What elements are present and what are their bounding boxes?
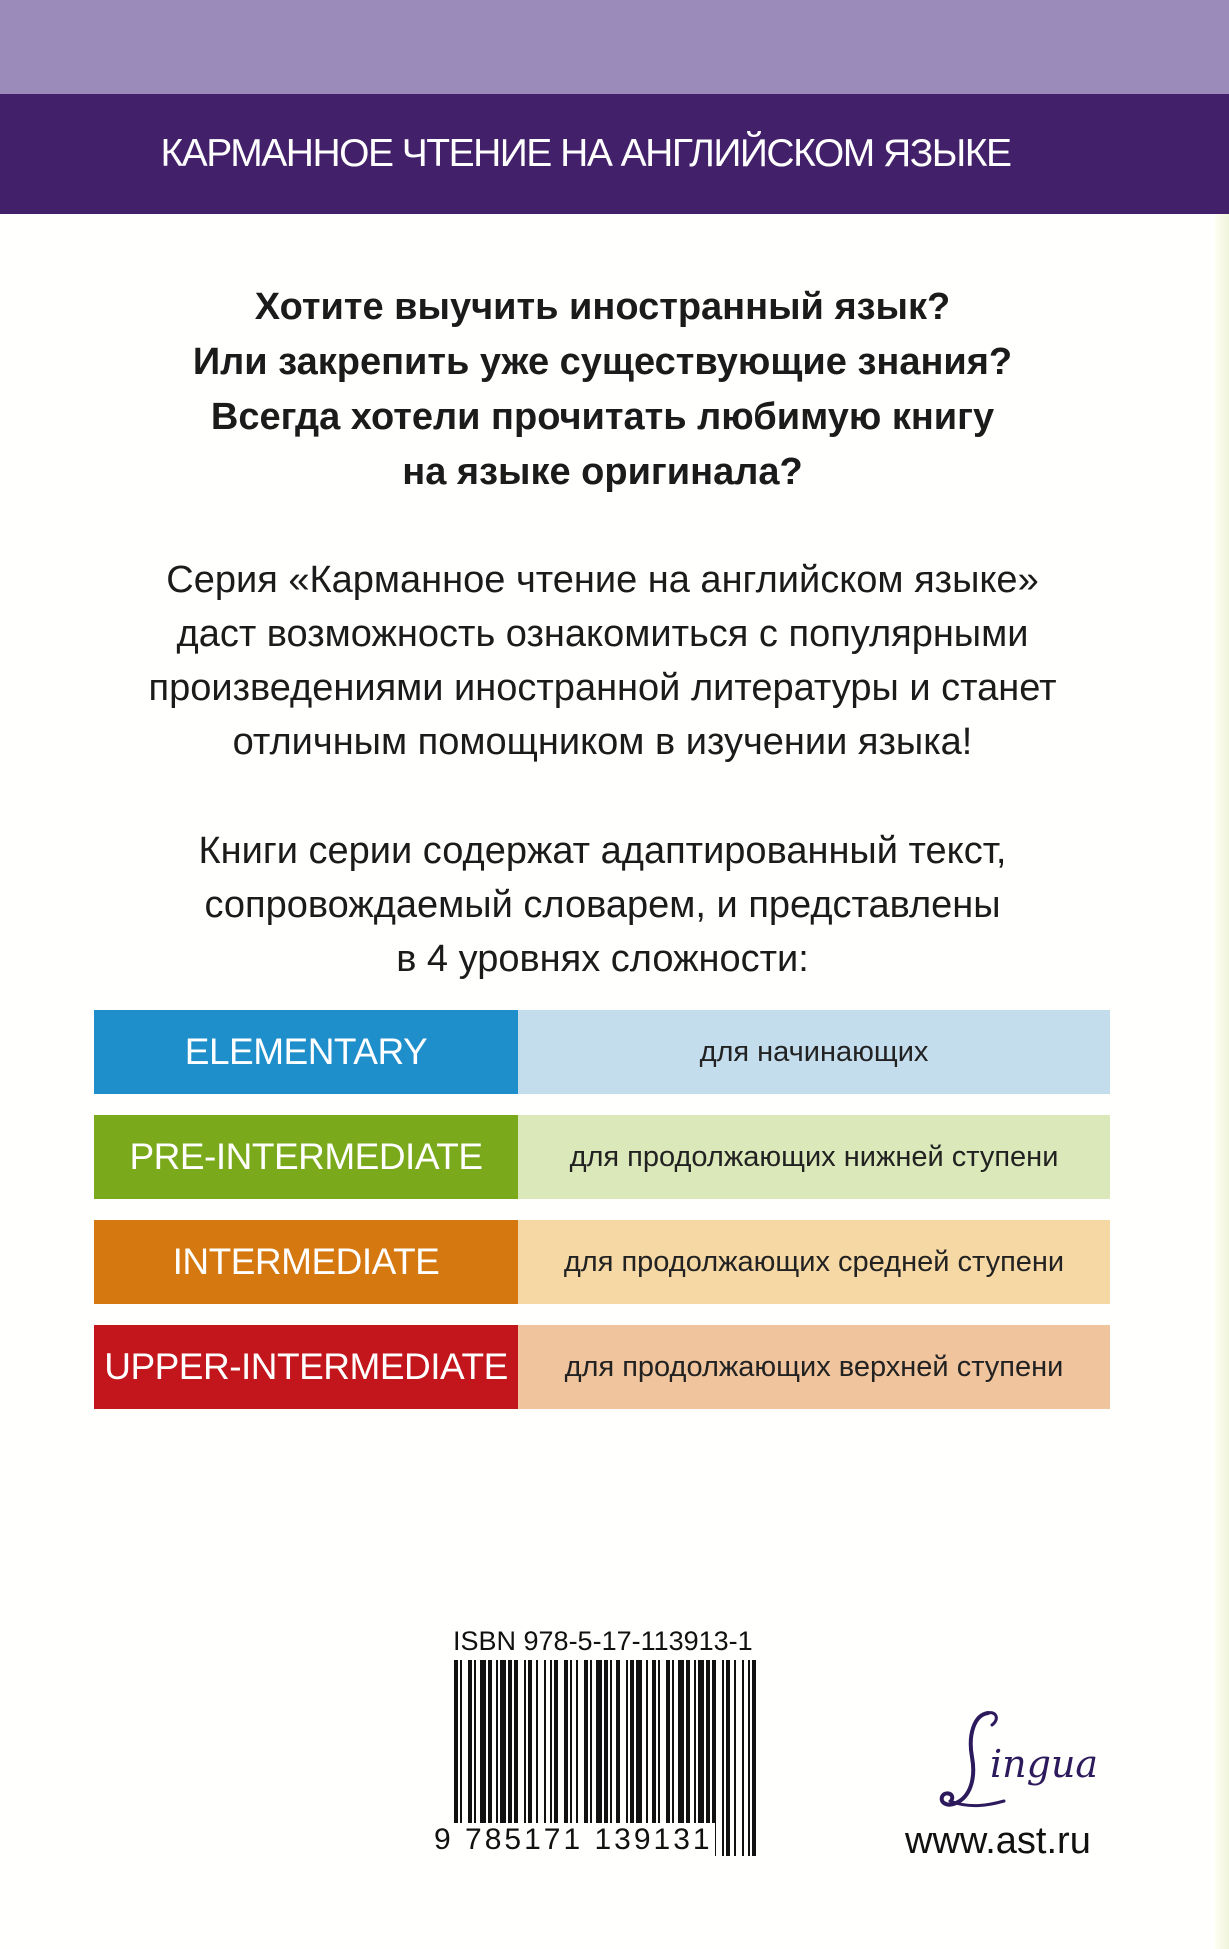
level-row-intermediate xyxy=(94,1220,1110,1304)
barcode-bar xyxy=(742,1660,744,1856)
isbn-number: ISBN 978-5-17-113913-1 xyxy=(453,1626,753,1656)
level-label: PRE-INTERMEDIATE xyxy=(94,1115,518,1199)
top-color-band xyxy=(0,0,1229,94)
levels-table xyxy=(94,1010,1110,1430)
level-row-upper-intermediate xyxy=(94,1325,1110,1409)
description-line: даст возможность ознакомиться с популярными xyxy=(176,613,1029,655)
level-description: для продолжающих верхней ступени xyxy=(518,1325,1110,1409)
question-line: на языке оригинала? xyxy=(402,451,803,493)
barcode-bar xyxy=(726,1660,730,1856)
level-row-elementary xyxy=(94,1010,1110,1094)
publisher-website: www.ast.ru xyxy=(905,1820,1091,1862)
barcode-bar xyxy=(722,1660,724,1856)
series-banner xyxy=(0,94,1229,214)
description-line: отличным помощником в изучении языка! xyxy=(232,721,973,763)
intro-questions xyxy=(0,280,1205,500)
barcode-bar xyxy=(752,1660,756,1856)
question-line: Или закрепить уже существующие знания? xyxy=(192,341,1013,383)
description-line: Серия «Карманное чтение на английском языке» xyxy=(166,559,1039,601)
question-line: Всегда хотели прочитать любимую книгу xyxy=(210,396,995,438)
level-label: ELEMENTARY xyxy=(94,1010,518,1094)
levels-intro-line: сопровождаемый словарем, и представлены xyxy=(204,884,1001,926)
levels-intro-line: в 4 уровнях сложности: xyxy=(396,938,809,980)
series-description xyxy=(0,553,1205,769)
description-line: произведениями иностранной литературы и станет xyxy=(148,667,1057,709)
level-description: для продолжающих нижней ступени xyxy=(518,1115,1110,1199)
spine-edge xyxy=(1215,214,1229,1949)
barcode-digits: 9 785171 139131 xyxy=(434,1823,713,1856)
levels-intro-line: Книги серии содержат адаптированный текст, xyxy=(198,830,1007,872)
svg-text:ingua: ingua xyxy=(990,1742,1099,1786)
level-row-pre-intermediate xyxy=(94,1115,1110,1199)
level-description: для продолжающих средней ступени xyxy=(518,1220,1110,1304)
series-title: КАРМАННОЕ ЧТЕНИЕ НА АНГЛИЙСКОМ ЯЗЫКЕ xyxy=(160,132,1011,175)
barcode-bar xyxy=(748,1660,750,1856)
level-label: UPPER-INTERMEDIATE xyxy=(94,1325,518,1409)
barcode-bar xyxy=(734,1660,736,1856)
question-line: Хотите выучить иностранный язык? xyxy=(254,286,951,328)
levels-intro xyxy=(0,824,1205,986)
level-description: для начинающих xyxy=(518,1010,1110,1094)
lingua-logo xyxy=(930,1705,1110,1815)
level-label: INTERMEDIATE xyxy=(94,1220,518,1304)
